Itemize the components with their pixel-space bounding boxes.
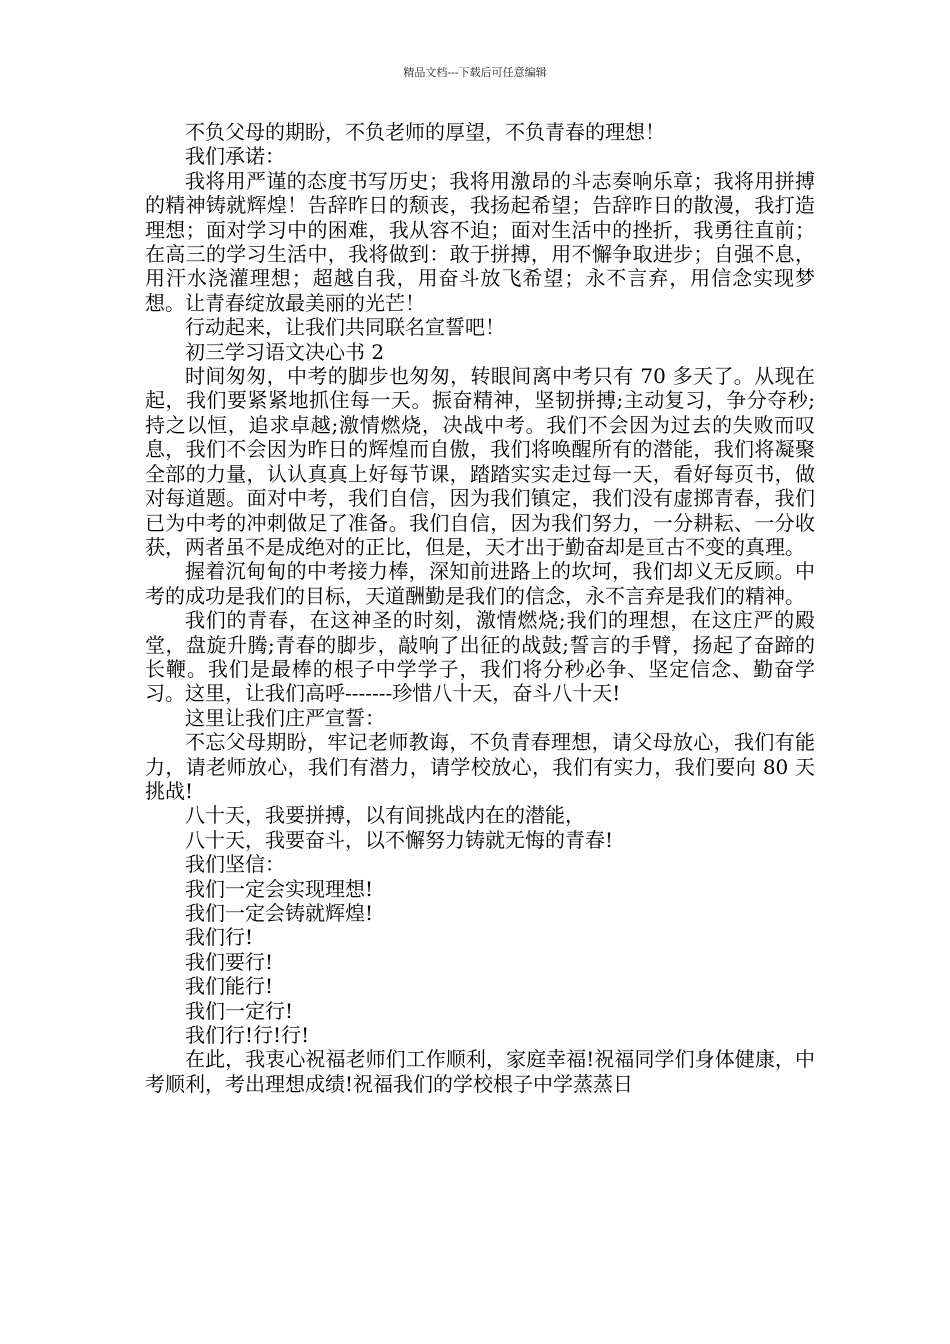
paragraph-20: 我们行!行!行! — [185, 1023, 310, 1048]
section-heading: 初三学习语文决心书 2 — [185, 339, 385, 364]
document-body — [145, 120, 815, 1096]
paragraph-13: 我们坚信： — [185, 852, 285, 877]
paragraph-17: 我们要行! — [185, 949, 274, 974]
paragraph-9: 这里让我们庄严宣誓： — [185, 705, 385, 730]
paragraph-2: 我们承诺： — [185, 144, 285, 169]
paragraph-10: 不忘父母期盼，牢记老师教诲，不负青春理想，请父母放心，我们有能力，请老师放心，我们有潜力，请学校放心，我们有实力，我们要向 80 天挑战! — [145, 730, 815, 803]
paragraph-1: 不负父母的期盼，不负老师的厚望，不负青春的理想！ — [185, 120, 665, 144]
paragraph-7: 握着沉甸甸的中考接力棒，深知前进路上的坎坷，我们却义无反顾。中考的成功是我们的目标，天道酬勤是我们的信念，永不言弃是我们的精神。 — [145, 559, 815, 608]
paragraph-16: 我们行! — [185, 925, 254, 950]
paragraph-8: 我们的青春，在这神圣的时刻，激情燃烧;我们的理想，在这庄严的殿堂，盘旋升腾;青春的脚步，敲响了出征的战鼓;誓言的手臂，扬起了奋蹄的长鞭。我们是最棒的根子中学学子，我们将分秒必争、坚定信念、勤奋学习。这里，让我们高呼-------珍惜八十天，奋斗八十天! — [145, 608, 815, 706]
paragraph-15: 我们一定会铸就辉煌! — [185, 901, 374, 925]
paragraph-19: 我们一定行! — [185, 998, 294, 1023]
paragraph-6: 时间匆匆，中考的脚步也匆匆，转眼间离中考只有 70 多天了。从现在起，我们要紧紧地抓住每一天。振奋精神，坚韧拼搏;主动复习，争分夺秒;持之以恒，追求卓越;激情燃烧，决战中考。我们不会因为过去的失败而叹息，我们不会因为昨日的辉煌而自傲，我们将唤醒所有的潜能，我们将凝聚全部的力量，认认真真上好每节课，踏踏实实走过每一天，看好每页书，做对每道题。面对中考，我们自信，因为我们镇定，我们没有虚掷青春，我们已为中考的冲刺做足了准备。我们自信，因为我们努力，一分耕耘、一分收获，两者虽不是成绝对的正比，但是，天才出于勤奋却是亘古不变的真理。 — [145, 364, 815, 559]
paragraph-4: 行动起来，让我们共同联名宣誓吧！ — [185, 315, 505, 340]
paragraph-21: 在此，我衷心祝福老师们工作顺利，家庭幸福!祝福同学们身体健康，中考顺利，考出理想成绩!祝福我们的学校根子中学蒸蒸日 — [145, 1047, 815, 1096]
paragraph-11: 八十天，我要拼搏，以有间挑战内在的潜能， — [185, 803, 585, 828]
paragraph-18: 我们能行! — [185, 974, 274, 999]
paragraph-12: 八十天，我要奋斗，以不懈努力铸就无悔的青春! — [185, 827, 614, 852]
page-header: 精品文档---下载后可任意编辑 — [403, 66, 547, 79]
paragraph-14: 我们一定会实现理想! — [185, 876, 374, 901]
paragraph-3: 我将用严谨的态度书写历史；我将用激昂的斗志奏响乐章；我将用拼搏的精神铸就辉煌！告辞昨日的颓丧，我扬起希望；告辞昨日的散漫，我打造理想；面对学习中的困难，我从容不迫；面对生活中的挫折，我勇往直前；在高三的学习生活中，我将做到：敢于拼搏，用不懈争取进步；自强不息，用汗水浇灌理想；超越自我，用奋斗放飞希望；永不言弃，用信念实现梦想。让青春绽放最美丽的光芒！ — [145, 168, 815, 315]
